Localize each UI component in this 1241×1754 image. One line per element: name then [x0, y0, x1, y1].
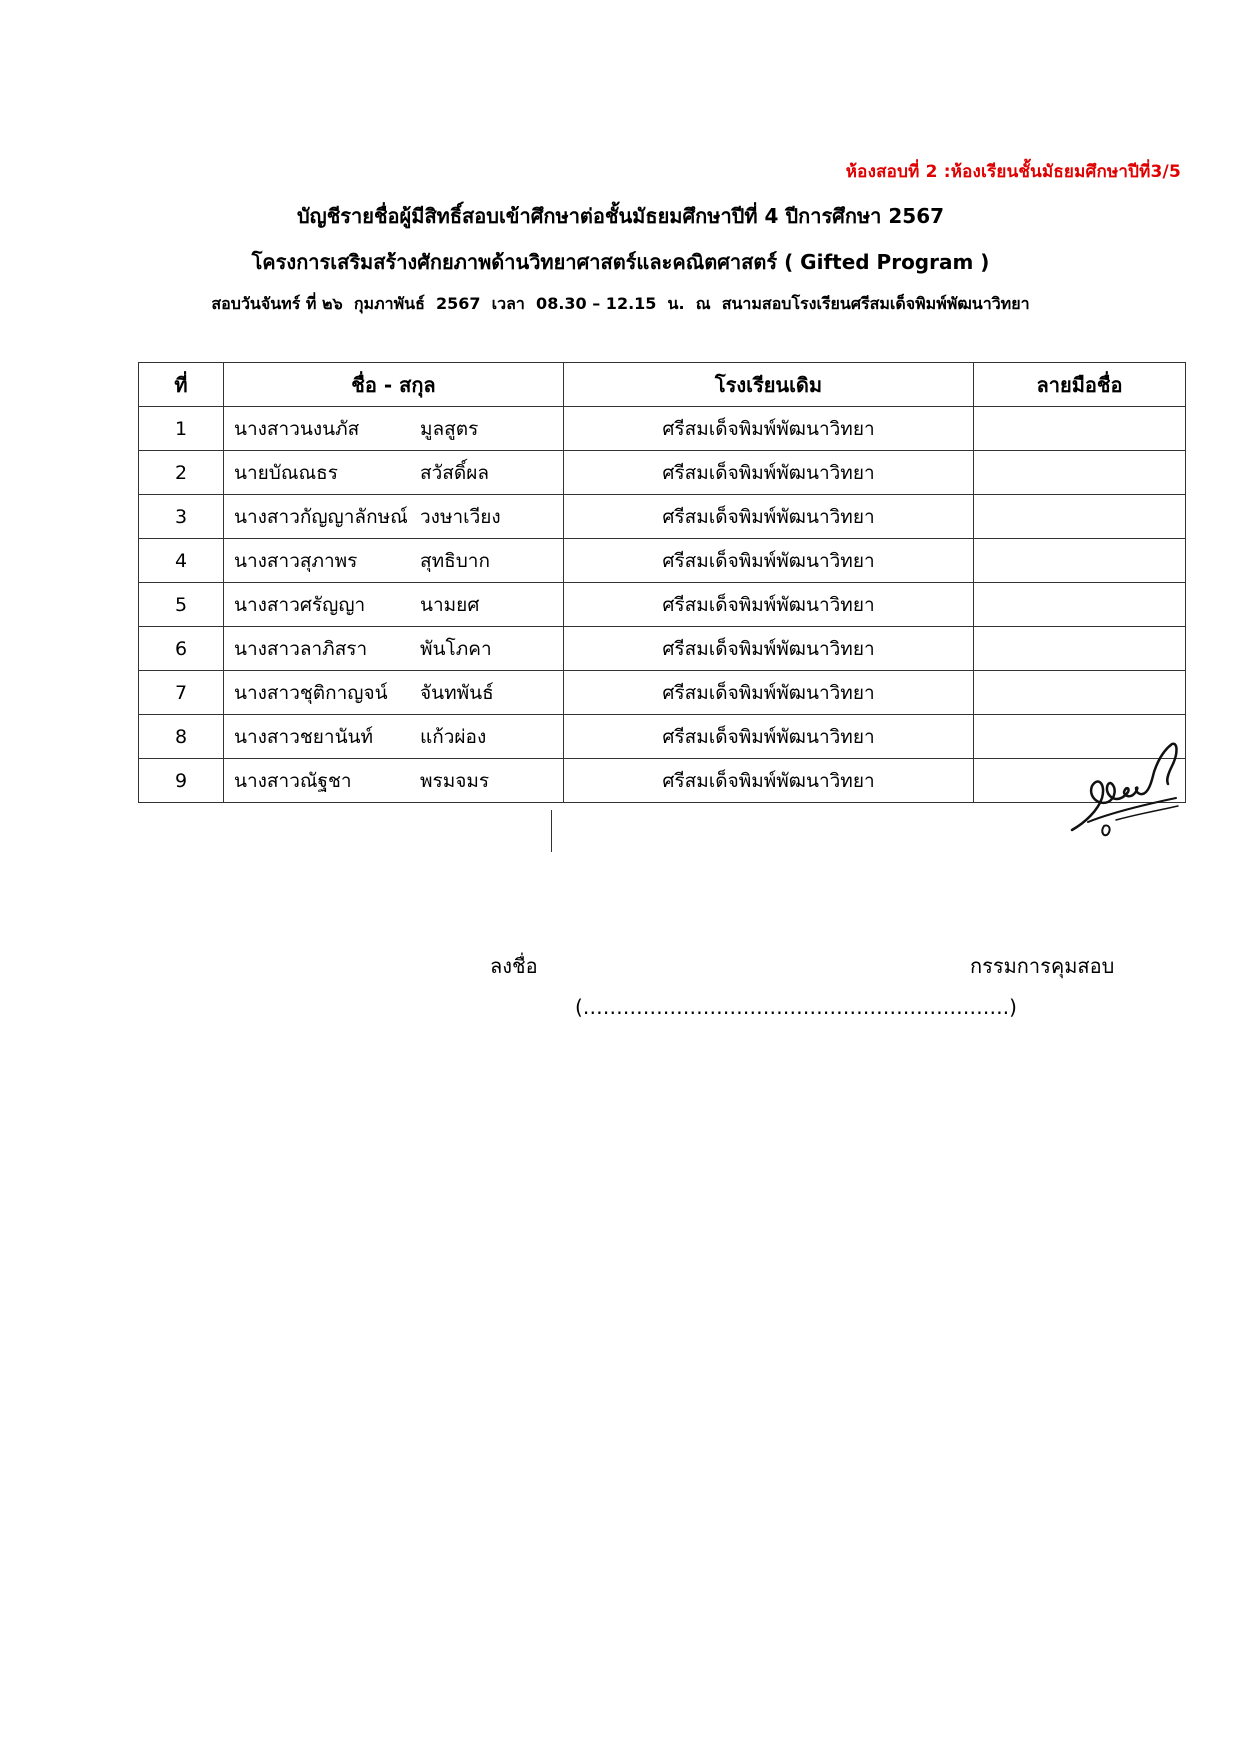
candidate-first-name: นายบัณณธร	[234, 461, 338, 484]
candidate-name	[224, 759, 564, 803]
row-number: 8	[139, 715, 224, 759]
exam-date-venue	[0, 292, 1241, 317]
candidate-last-name: จันทพันธ์	[420, 681, 494, 704]
candidate-last-name: นามยศ	[420, 593, 480, 616]
table-row	[139, 671, 1186, 715]
row-number: 6	[139, 627, 224, 671]
previous-school: ศรีสมเด็จพิมพ์พัฒนาวิทยา	[564, 583, 974, 627]
document-title: บัญชีรายชื่อผู้มีสิทธิ์สอบเข้าศึกษาต่อชั้นมัธยมศึกษาปีที่ 4 ปีการศึกษา 2567	[296, 204, 945, 228]
candidate-name	[224, 495, 564, 539]
row-number: 4	[139, 539, 224, 583]
column-header-school: โรงเรียนเดิม	[564, 363, 974, 407]
previous-school: ศรีสมเด็จพิมพ์พัฒนาวิทยา	[564, 451, 974, 495]
sign-label: ลงชื่อ	[490, 954, 538, 978]
column-header-name: ชื่อ - สกุล	[224, 363, 564, 407]
table-row	[139, 495, 1186, 539]
signature-cell[interactable]	[974, 407, 1186, 451]
candidate-first-name: นางสาวนงนภัส	[234, 417, 360, 440]
signature-cell[interactable]	[974, 539, 1186, 583]
candidate-table	[138, 362, 1186, 803]
candidate-last-name: สวัสดิ์ผล	[420, 461, 489, 484]
candidate-name	[224, 627, 564, 671]
committee-label: กรรมการคุมสอบ	[970, 954, 1115, 978]
candidate-first-name: นางสาวลาภิสรา	[234, 637, 368, 660]
row-number: 1	[139, 407, 224, 451]
candidate-name	[224, 451, 564, 495]
previous-school: ศรีสมเด็จพิมพ์พัฒนาวิทยา	[564, 539, 974, 583]
handwritten-signature	[1068, 740, 1184, 840]
previous-school: ศรีสมเด็จพิมพ์พัฒนาวิทยา	[564, 671, 974, 715]
exam-room-label: ห้องสอบที่ 2 :ห้องเรียนชั้นมัธยมศึกษาปีที่3/5	[845, 162, 1181, 182]
candidate-first-name: นางสาวชยานันท์	[234, 725, 374, 748]
signature-cell[interactable]	[974, 495, 1186, 539]
candidate-last-name: วงษาเวียง	[420, 505, 501, 528]
signature-cell[interactable]	[974, 451, 1186, 495]
row-number: 5	[139, 583, 224, 627]
candidate-first-name: นางสาวสุภาพร	[234, 549, 358, 572]
column-header-signature: ลายมือชื่อ	[974, 363, 1186, 407]
candidate-name	[224, 407, 564, 451]
candidate-first-name: นางสาวชุติกาญจน์	[234, 681, 388, 704]
candidate-last-name: พันโภคา	[420, 637, 492, 660]
table-row	[139, 407, 1186, 451]
table-row	[139, 539, 1186, 583]
candidate-last-name: พรมจมร	[420, 769, 490, 792]
signature-dotted-line: (……………………………………………………….)	[575, 995, 1017, 1019]
row-number: 2	[139, 451, 224, 495]
candidate-name	[224, 715, 564, 759]
previous-school: ศรีสมเด็จพิมพ์พัฒนาวิทยา	[564, 627, 974, 671]
table-row	[139, 627, 1186, 671]
candidate-last-name: แก้วผ่อง	[420, 725, 487, 748]
candidate-name	[224, 671, 564, 715]
previous-school: ศรีสมเด็จพิมพ์พัฒนาวิทยา	[564, 407, 974, 451]
program-title: โครงการเสริมสร้างศักยภาพด้านวิทยาศาสตร์และคณิตศาสตร์ ( Gifted Program )	[251, 250, 990, 274]
exam-date-venue-text: สอบวันจันทร์ ที่ ๒๖ กุมภาพันธ์ 2567 เวลา 08.30 – 12.15 น. ณ สนามสอบโรงเรียนศรีสมเด็จพิมพ์พัฒนาวิทยา	[211, 294, 1030, 313]
candidate-last-name: สุทธิบาก	[420, 549, 490, 572]
previous-school: ศรีสมเด็จพิมพ์พัฒนาวิทยา	[564, 759, 974, 803]
candidate-first-name: นางสาวศรัญญา	[234, 593, 366, 616]
candidate-last-name: มูลสูตร	[420, 417, 479, 440]
table-row	[139, 715, 1186, 759]
table-row	[139, 759, 1186, 803]
candidate-name	[224, 539, 564, 583]
row-number: 9	[139, 759, 224, 803]
signature-cell[interactable]	[974, 627, 1186, 671]
row-number: 3	[139, 495, 224, 539]
candidate-first-name: นางสาวณัฐชา	[234, 769, 352, 792]
table-stub-line	[551, 810, 552, 852]
previous-school: ศรีสมเด็จพิมพ์พัฒนาวิทยา	[564, 715, 974, 759]
table-header-row	[139, 363, 1186, 407]
signature-cell[interactable]	[974, 671, 1186, 715]
signature-cell[interactable]	[974, 583, 1186, 627]
previous-school: ศรีสมเด็จพิมพ์พัฒนาวิทยา	[564, 495, 974, 539]
table-body	[139, 407, 1186, 803]
candidate-first-name: นางสาวกัญญาลักษณ์	[234, 505, 408, 528]
column-header-number: ที่	[139, 363, 224, 407]
row-number: 7	[139, 671, 224, 715]
table-row	[139, 451, 1186, 495]
table-row	[139, 583, 1186, 627]
candidate-name	[224, 583, 564, 627]
